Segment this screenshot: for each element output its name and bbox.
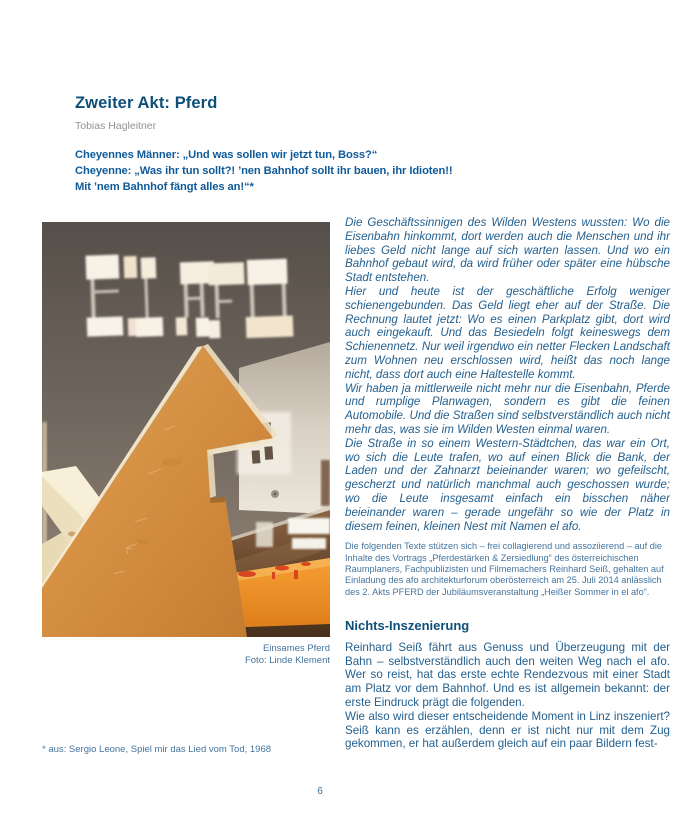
horse-sculpture-graphic xyxy=(42,222,330,637)
movie-quote xyxy=(75,147,453,195)
intro-paragraph: Hier und heute ist der geschäftliche Erfolg weniger schienengebunden. Das Geld liegt eher auf der Straße. Die Rechnung lautet jetzt: Wo es einen Parkplatz gibt, dort wird auch eingekauft. Und das Besiedeln folgt keineswegs dem Schienennetz. Nur weil irgendwo ein netter Flecken Landschaft zum Wohnen neu erschlossen wird, heißt das noch lange nicht, dass dort auch eine Haltestelle kommt. xyxy=(345,284,670,381)
quote-line: Mit ’nem Bahnhof fängt alles an!“* xyxy=(75,181,254,193)
body-paragraph: Wie also wird dieser entscheidende Moment in Linz inszeniert? Seiß kann es erzählen, denn er ist nicht nur mit dem Zug gekommen, er hat außerdem gleich auf ein paar Bildern fest- xyxy=(345,709,670,751)
section-heading: Nichts-Inszenierung xyxy=(345,617,470,633)
photo-caption-title: Einsames Pferd xyxy=(262,643,330,654)
photo-caption-credit: Foto: Linde Klement xyxy=(244,655,330,667)
horse-sculpture-photo xyxy=(42,222,330,637)
article-body xyxy=(345,641,670,751)
author-byline: Tobias Hagleitner xyxy=(75,120,157,132)
intro-paragraph: Die Geschäftssinnigen des Wilden Westens wussten: Wo die Eisenbahn hinkommt, dort werden auch die Menschen und ihr liebes Geld nicht lange auf sich warten lassen. Und wo ein Bahnhof gebaut wird, da wird früher oder später eine hübsche Stadt entstehen. xyxy=(345,216,670,285)
footnote: * aus: Sergio Leone, Spiel mir das Lied vom Tod, 1968 xyxy=(42,744,272,755)
quote-line: Cheyennes Männer: „Und was sollen wir jetzt tun, Boss?“ xyxy=(75,149,378,161)
article-intro xyxy=(345,216,670,533)
article-column xyxy=(345,216,670,751)
intro-paragraph: Wir haben ja mittlerweile nicht mehr nur die Eisenbahn, Pferde und rumplige Planwagen, sondern es gibt die feinen Automobile. Und die Straßen sind selbstverständlich auch nicht mehr das, was sie im Wilden Westen einmal waren. xyxy=(345,381,670,436)
page-title: Zweiter Akt: Pferd xyxy=(75,94,218,112)
floor-light-reflection xyxy=(288,518,330,534)
intro-paragraph: Die Straße in so einem Western-Städtchen, das war ein Ort, wo sich die Leute trafen, wo auf einen Blick die Bank, der Laden und der Zahnarzt beieinander waren; wo gefeilscht, gescherzt und natürlich manchmal auch geschossen wurde; wo die Leute insgesamt einfach ein bisschen näher beieinander waren – gerade ungefähr so wie der Platz in diesem feinen, kleinen Nest mit Namen el afo. xyxy=(345,436,670,533)
credit-note: Die folgenden Texte stützen sich – frei collagierend und assoziierend – auf die Inhalte des Vortrags „Pferdestärken & Zersiedlung“ des österreichischen Raumplaners, Fachpublizisten und Filmemachers Reinhard Seiß, gehalten auf Einladung des afo architekturforum oberösterreich am 25. Juli 2014 anlässlich des 2. Akts PFERD der Jubiläumsveranstaltung „Heißer Sommer in el afo“. xyxy=(345,541,664,597)
quote-line: Cheyenne: „Was ihr tun sollt?! ’nen Bahnhof sollt ihr bauen, ihr Idioten!! xyxy=(75,165,453,177)
page-number: 6 xyxy=(317,786,323,797)
photo-caption xyxy=(42,643,330,667)
body-paragraph: Reinhard Seiß fährt aus Genuss und Überzeugung mit der Bahn – selbstverständlich auch den weiten Weg nach el afo. Wer so reist, hat das erste echte Rendezvous mit einer Stadt am Platz vor dem Bahnhof. Und es ist allgemein bekannt: der erste Eindruck prägt die folgenden. xyxy=(345,640,670,709)
